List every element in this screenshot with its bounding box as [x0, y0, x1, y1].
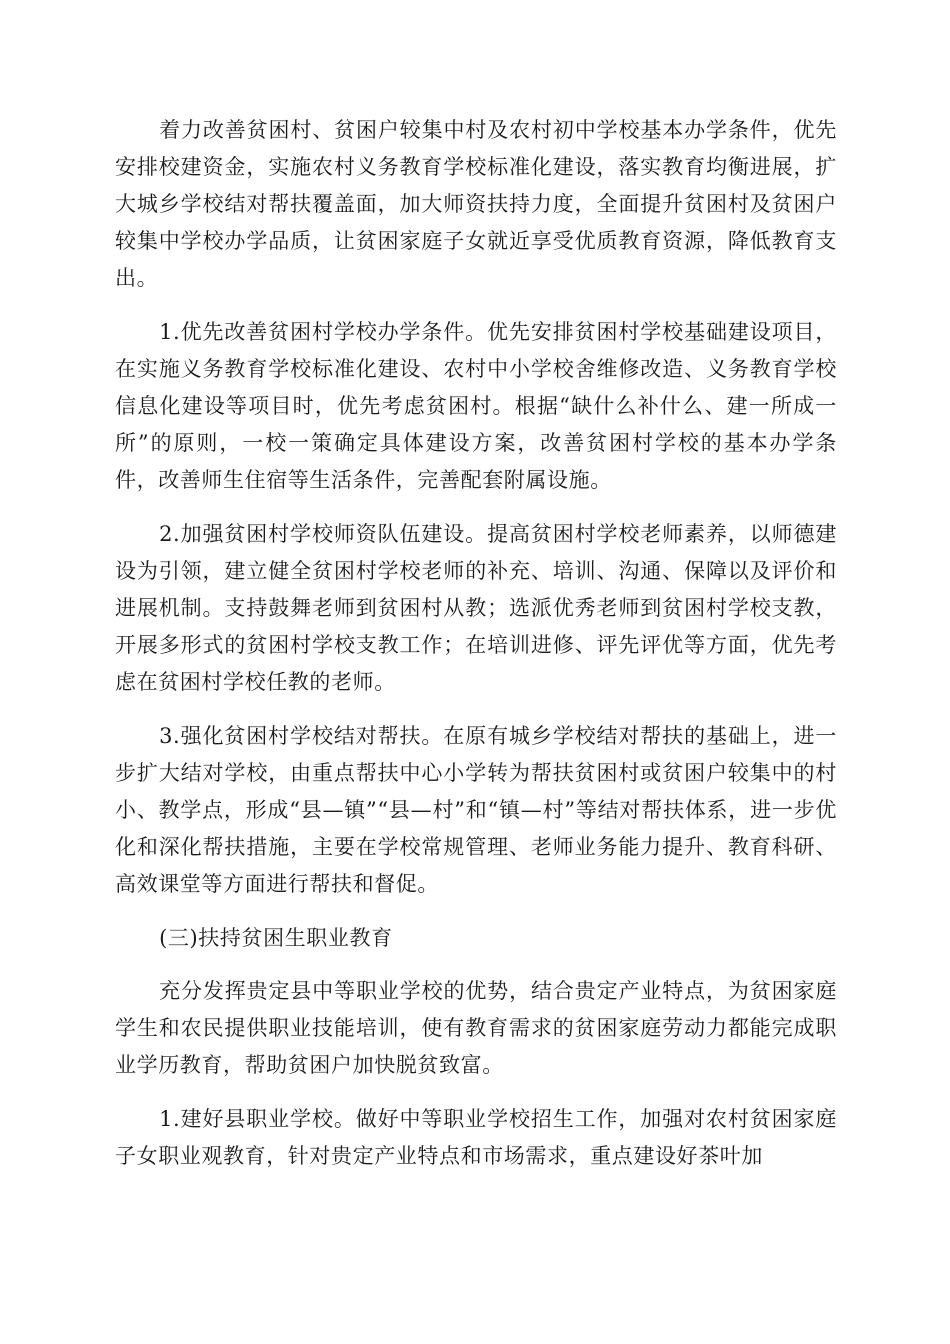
section-heading: (三)扶持贫困生职业教育 [159, 926, 393, 950]
paragraph-vocational-intro: 充分发挥贵定县中等职业学校的优势，结合贵定产业特点，为贫困家庭学生和农民提供职业技能培训，使有教育需求的贫困家庭劳动力都能完成职业学历教育，帮助贫困户加快脱贫致富。 [115, 979, 837, 1077]
document-body [115, 112, 837, 1192]
paragraph-item-1: 1.优先改善贫困村学校办学条件。优先安排贫困村学校基础建设项目，在实施义务教育学校标准化建设、农村中小学校舍维修改造、义务教育学校信息化建设等项目时，优先考虑贫困村。根据“缺什么补什么、建一所成一所”的原则，一校一策确定具体建设方案，改善贫困村学校的基本办学条件，改善师生住宿等生活条件，完善配套附属设施。 [115, 320, 837, 492]
paragraph-item-3: 3.强化贫困村学校结对帮扶。在原有城乡学校结对帮扶的基础上，进一步扩大结对学校，由重点帮扶中心小学转为帮扶贫困村或贫困户较集中的村小、教学点，形成“县—镇”“县—村”和“镇—村”等结对帮扶体系，进一步优化和深化帮扶措施，主要在学校常规管理、老师业务能力提升、教育科研、高效课堂等方面进行帮扶和督促。 [115, 724, 837, 896]
paragraph-item-2: 2.加强贫困村学校师资队伍建设。提高贫困村学校老师素养，以师德建设为引领，建立健全贫困村学校老师的补充、培训、沟通、保障以及评价和进展机制。支持鼓舞老师到贫困村从教；选派优秀老师到贫困村学校支教，开展多形式的贫困村学校支教工作；在培训进修、评先评优等方面，优先考虑在贫困村学校任教的老师。 [115, 522, 837, 694]
paragraph-vocational-item-1: 1.建好县职业学校。做好中等职业学校招生工作，加强对农村贫困家庭子女职业观教育，针对贵定产业特点和市场需求，重点建设好茶叶加 [115, 1107, 837, 1168]
paragraph-intro: 着力改善贫困村、贫困户较集中村及农村初中学校基本办学条件，优先安排校建资金，实施农村义务教育学校标准化建设，落实教育均衡进展，扩大城乡学校结对帮扶覆盖面，加大师资扶持力度，全面提升贫困村及贫困户较集中学校办学品质，让贫困家庭子女就近享受优质教育资源，降低教育支出。 [115, 118, 837, 290]
